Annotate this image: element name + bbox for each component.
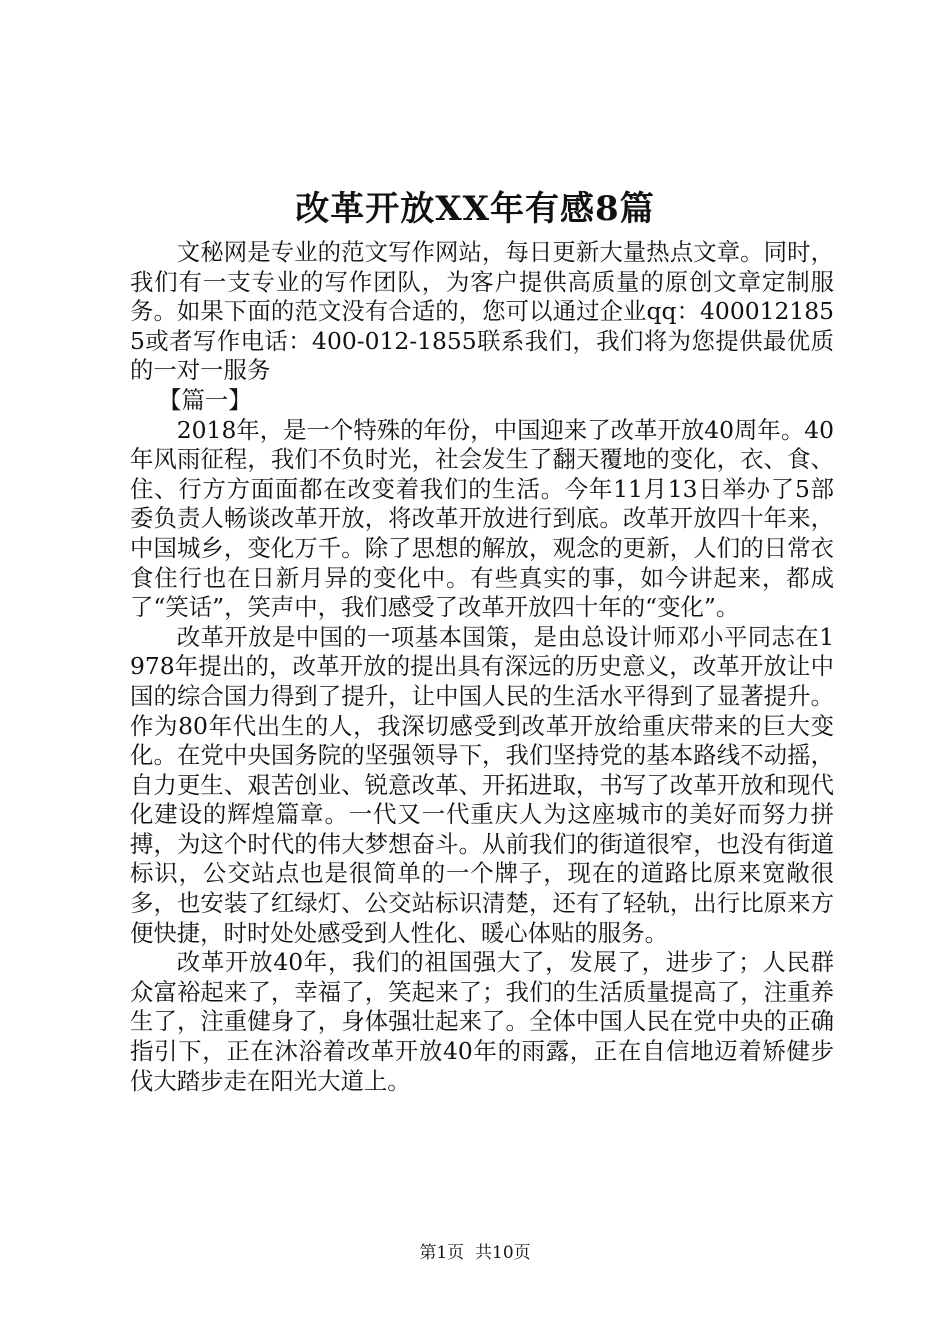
page-footer xyxy=(0,1242,950,1264)
total-pages-indicator: 共10页 xyxy=(475,1243,531,1263)
intro-paragraph: 文秘网是专业的范文写作网站，每日更新大量热点文章。同时，我们有一支专业的写作团队，为客户提供高质量的原创文章定制服务。如果下面的范文没有合适的，您可以通过企业qq：4000121855或者写作电话：400-012-1855联系我们，我们将为您提供最优质的一对一服务 xyxy=(130,238,834,385)
body-paragraph-1: 2018年，是一个特殊的年份，中国迎来了改革开放40周年。40年风雨征程，我们不负时光，社会发生了翻天覆地的变化，衣、食、住、行方方面面都在改变着我们的生活。今年11月13日举办了5部委负责人畅谈改革开放，将改革开放进行到底。改革开放四十年来，中国城乡，变化万千。除了思想的解放，观念的更新，人们的日常衣食住行也在日新月异的变化中。有些真实的事，如今讲起来，都成了“笑话”，笑声中，我们感受了改革开放四十年的“变化”。 xyxy=(130,415,834,622)
footer-spacer xyxy=(464,1243,475,1263)
document-title: 改革开放XX年有感8篇 xyxy=(295,189,655,229)
body-paragraph-2: 改革开放是中国的一项基本国策，是由总设计师邓小平同志在1978年提出的，改革开放的提出具有深远的历史意义，改革开放让中国的综合国力得到了提升，让中国人民的生活水平得到了显著提升。作为80年代出生的人，我深切感受到改革开放给重庆带来的巨大变化。在党中央国务院的坚强领导下，我们坚持党的基本路线不动摇，自力更生、艰苦创业、锐意改革、开拓进取，书写了改革开放和现代化建设的辉煌篇章。一代又一代重庆人为这座城市的美好而努力拼搏，为这个时代的伟大梦想奋斗。从前我们的街道很窄，也没有街道标识，公交站点也是很简单的一个牌子，现在的道路比原来宽敞很多，也安装了红绿灯、公交站标识清楚，还有了轻轨，出行比原来方便快捷，时时处处感受到人性化、暖心体贴的服务。 xyxy=(130,622,834,947)
section-label: 【篇一】 xyxy=(158,385,252,414)
page-indicator: 第1页 xyxy=(419,1243,465,1263)
document-body xyxy=(130,238,834,1096)
body-paragraph-3: 改革开放40年，我们的祖国强大了，发展了，进步了；人民群众富裕起来了，幸福了，笑起来了；我们的生活质量提高了，注重养生了，注重健身了，身体强壮起来了。全体中国人民在党中央的正确指引下，正在沐浴着改革开放40年的雨露，正在自信地迈着矫健步伐大踏步走在阳光大道上。 xyxy=(130,948,834,1095)
